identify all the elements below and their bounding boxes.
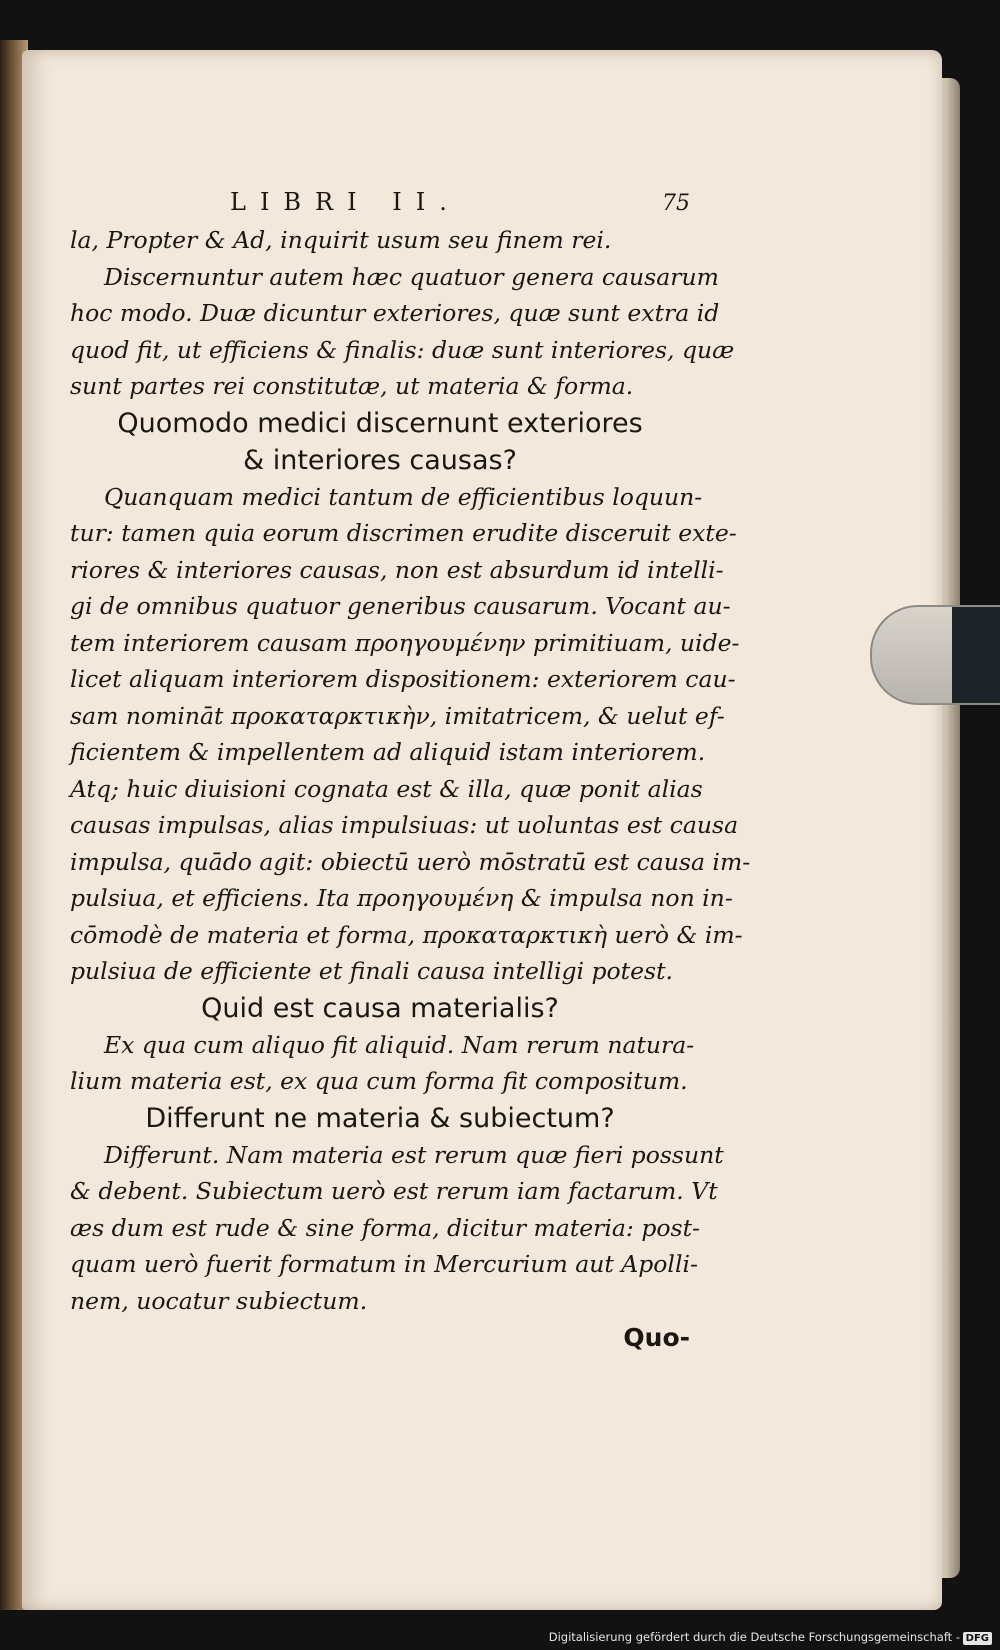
text-line: tur: tamen quia eorum discrimen erudite disceruit exte- (70, 519, 737, 547)
text-line: lium materia est, ex qua cum forma fit compositum. (70, 1067, 688, 1095)
text-line: pulsiua de efficiente et finali causa intelligi potest. (70, 957, 674, 985)
text-line: nem, uocatur subiectum. (70, 1286, 368, 1315)
page-text (70, 188, 751, 1352)
text-line: sam nomināt προκαταρκτικὴν, imitatricem, & uelut ef- (70, 701, 725, 730)
section-heading: Quomodo medici discernunt exteriores (117, 407, 643, 439)
catchword: Quo- (623, 1323, 690, 1352)
text-line: ficientem & impellentem ad aliquid istam interiorem. (70, 738, 706, 766)
text-line: Ex qua cum aliquo fit aliquid. Nam rerum natura- (104, 1030, 695, 1059)
text-line: licet aliquam interiorem dispositionem: exteriorem cau- (70, 665, 736, 693)
text-line: sunt partes rei constitutæ, ut materia & forma. (70, 372, 634, 400)
section-heading: Quid est causa materialis? (201, 992, 559, 1024)
text-line: cōmodè de materia et forma, προκαταρκτικὴ uerò & im- (70, 920, 743, 949)
text-line: quam uerò fuerit formatum in Mercurium aut Apolli- (70, 1250, 698, 1278)
section-heading: & interiores causas? (243, 444, 517, 476)
page-tab-marker (870, 605, 1000, 705)
text-line: Quanquam medici tantum de efficientibus loquun- (104, 482, 703, 511)
running-title: LIBRI II. (230, 188, 461, 216)
text-line: & debent. Subiectum uerò est rerum iam factarum. Vt (70, 1177, 718, 1205)
text-line: impulsa, quādo agit: obiectū uerò mōstratū est causa im- (70, 847, 751, 876)
footer-bar (0, 1618, 1000, 1650)
text-line: gi de omnibus quatuor generibus causarum. Vocant au- (70, 592, 731, 620)
running-header (70, 188, 690, 222)
text-line: la, Propter & Ad, inquirit usum seu finem rei. (70, 226, 612, 254)
funding-credit: Digitalisierung gefördert durch die Deutsche Forschungsgemeinschaft - (548, 1630, 960, 1644)
text-line: quod fit, ut efficiens & finalis: duæ sunt interiores, quæ (70, 335, 735, 364)
text-line: hoc modo. Duæ dicuntur exteriores, quæ sunt extra id (70, 299, 720, 327)
text-line: pulsiua, et efficiens. Ita προηγουμένη & impulsa non in- (70, 884, 733, 912)
text-line: Atq; huic diuisioni cognata est & illa, quæ ponit alias (70, 774, 703, 803)
text-line: æs dum est rude & sine forma, dicitur materia: post- (70, 1213, 700, 1242)
text-line: Differunt. Nam materia est rerum quæ fieri possunt (104, 1140, 724, 1169)
text-line: Discernuntur autem hæc quatuor genera causarum (104, 262, 719, 291)
section-heading: Differunt ne materia & subiectum? (145, 1102, 615, 1134)
text-line: causas impulsas, alias impulsiuas: ut uoluntas est causa (70, 811, 739, 839)
dfg-logo: DFG (963, 1632, 992, 1645)
text-line: riores & interiores causas, non est absurdum id intelli- (70, 555, 724, 584)
folio-number: 75 (662, 191, 690, 216)
text-line: tem interiorem causam προηγουμένην primitiuam, uide- (70, 628, 740, 657)
